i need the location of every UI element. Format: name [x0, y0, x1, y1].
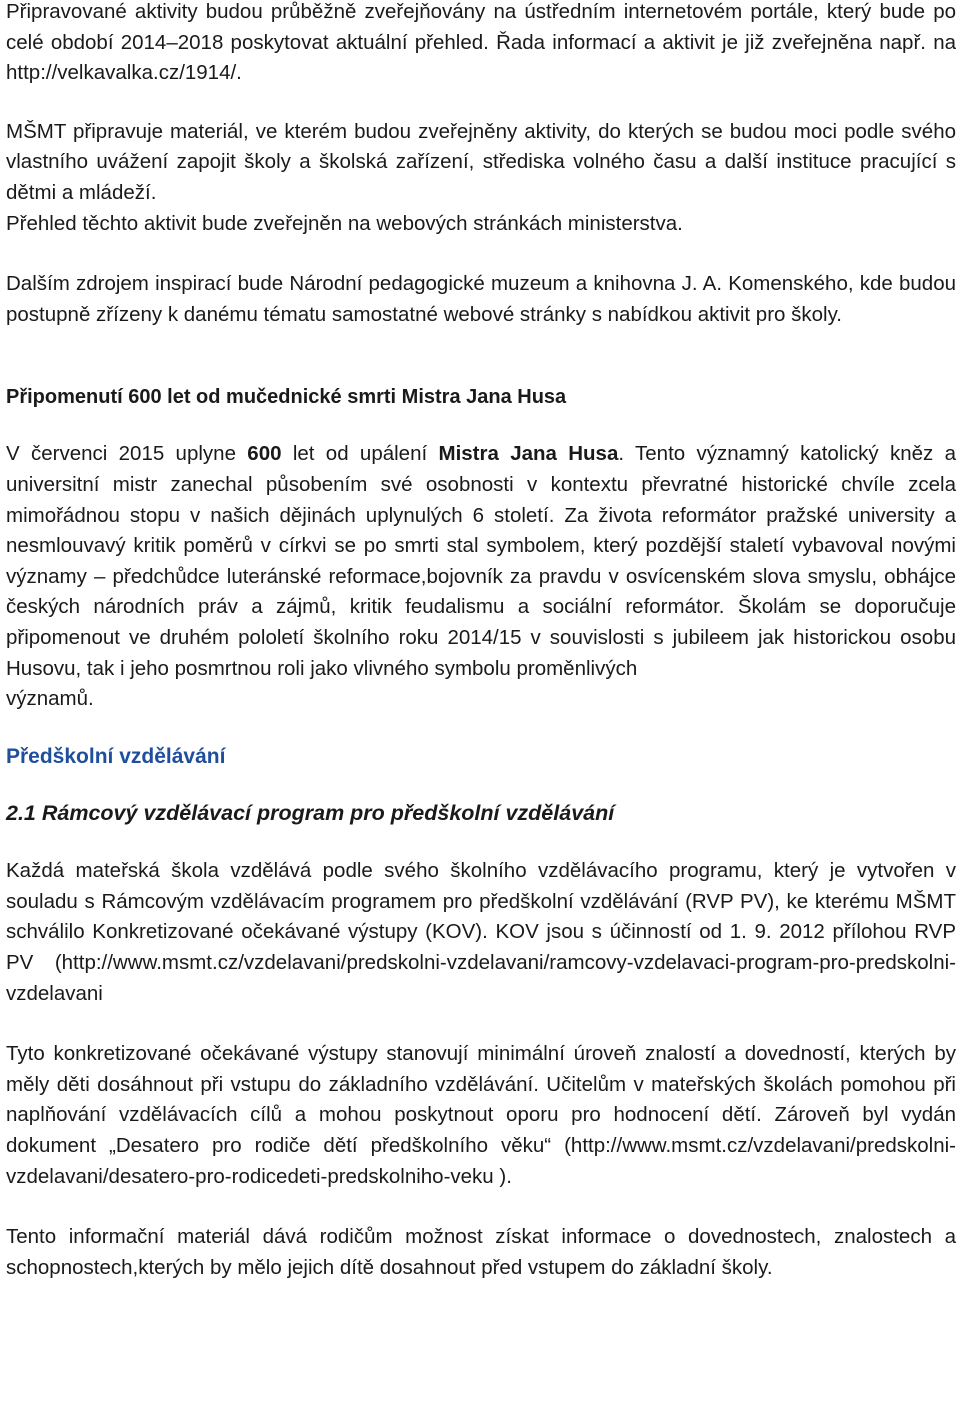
intro-paragraph-overview: Přehled těchto aktivit bude zveřejněn na webových stránkách ministerstva. [6, 211, 683, 235]
intro-paragraph-museum: Dalším zdrojem inspirací bude Národní pedagogické muzeum a knihovna J. A. Komenského, kde budou postupně zřízeny k danému tématu samostatné webové stránky s nabídkou aktivit pro školy. [6, 272, 956, 326]
rvp-subheading: 2.1 Rámcový vzdělávací program pro předškolní vzdělávání [6, 801, 615, 826]
hus-paragraph-end: významů. [6, 687, 94, 711]
preschool-paragraph-kov: Tyto konkretizované očekávané výstupy stanovují minimální úroveň znalostí a dovedností, kterých by měly děti dosáhnout při vstupu do základního vzdělávání. Učitelům v mateřských školách pomohou při naplňování vzdělávacích cílů a mohou poskytnout oporu pro hodnocení dětí. Zároveň byl vydán dokument „Desatero pro rodiče dětí předškolního věku“ (http://www.msmt.cz/vzdelavani/predskolni-vzdelavani/desatero-pro-rodicedeti-predskolniho-veku ). [6, 1042, 956, 1188]
intro-paragraph-portal: Připravované aktivity budou průběžně zveřejňovány na ústředním internetovém portále, který bude po celé období 2014–2018 poskytovat aktuální přehled. Řada informací a aktivit je již zveřejněna např. na http://velkavalka.cz/1914/. [6, 0, 956, 85]
hus-paragraph: V červenci 2015 uplyne 600 let od upálení Mistra Jana Husa. Tento významný katolický kněz a universitní mistr zanechal působením své osobnosti v kontextu převratné historické chvíle zcela mimořádnou stopu v našich dějinách uplynulých 6 století. Za života reformátor pražské university a nesmlouvavý kritik poměrů v církvi se po smrti stal symbolem, který pozdější staletí vybavoval novými významy – předchůdce luteránské reformace,bojovník za pravdu v osvícenském slova smyslu, obhájce českých národních práv a zájmů, kritik feudalismu a sociální reformátor. Školám se doporučuje připomenout ve druhém pololetí školního roku 2014/15 v souvislosti s jubileem jak historickou osobu Husovu, tak i jeho posmrtnou roli jako vlivného symbolu proměnlivých [6, 442, 957, 680]
intro-paragraph-msmt: MŠMT připravuje materiál, ve kterém budou zveřejněny aktivity, do kterých se budou moci podle svého vlastního uvážení zapojit školy a školská zařízení, střediska volného času a další instituce pracující s dětmi a mládeží. [6, 119, 956, 204]
preschool-section-heading: Předškolní vzdělávání [6, 744, 226, 768]
document-page [6, 0, 956, 1283]
hus-section-heading: Připomenutí 600 let od mučednické smrti Mistra Jana Husa [6, 386, 567, 409]
preschool-paragraph-rvp: Každá mateřská škola vzdělává podle svého školního vzdělávacího programu, který je vytvořen v souladu s Rámcovým vzdělávacím programem pro předškolní vzdělávání (RVP PV), ke kterému MŠMT schválilo Konkretizované očekávané výstupy (KOV). KOV jsou s účinností od 1. 9. 2012 přílohou RVP PV (http://www.msmt.cz/vzdelavani/predskolni-vzdelavani/ramcovy-vzdelavaci-program-pro-predskolni-vzdelavani [6, 859, 956, 1005]
preschool-paragraph-parents: Tento informační materiál dává rodičům možnost získat informace o dovednostech, znalostech a schopnostech,kterých by mělo jejich dítě dosahnout před vstupem do základní školy. [6, 1225, 956, 1279]
